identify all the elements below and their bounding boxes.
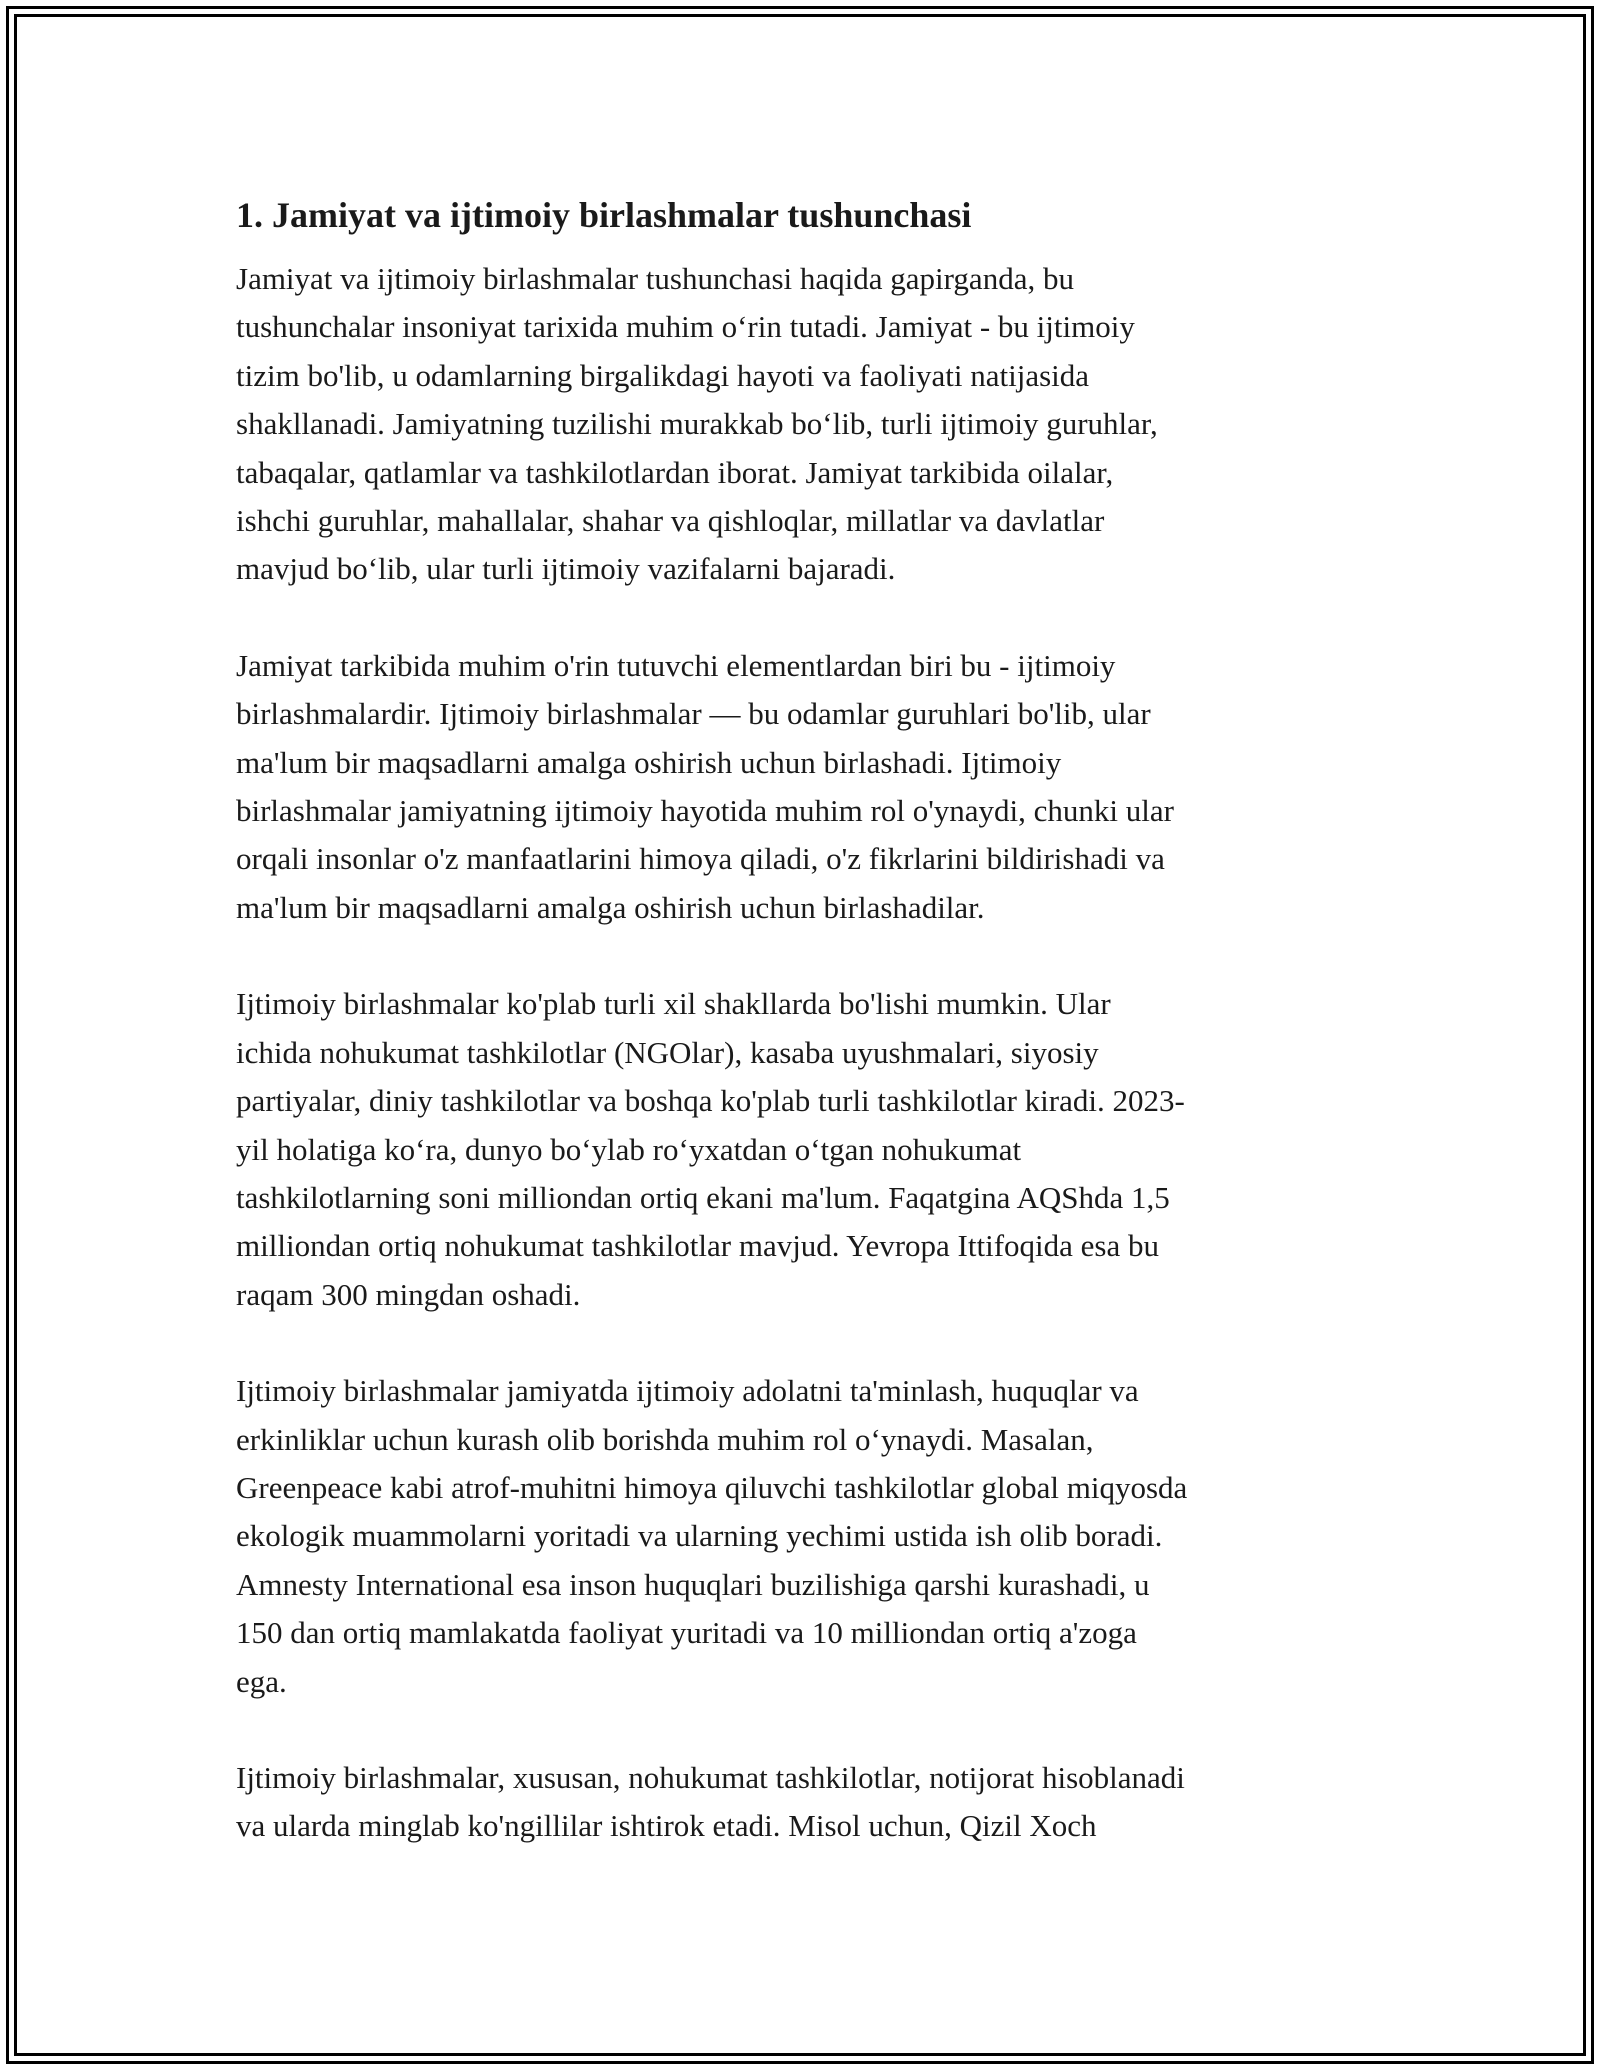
text-line: partiyalar, diniy tashkilotlar va boshqa ko'plab turli tashkilotlar kiradi. 2023- [236, 1083, 1185, 1119]
paragraph-3 [236, 980, 1386, 1319]
text-line: ma'lum bir maqsadlarni amalga oshirish uchun birlashadilar. [236, 889, 985, 925]
text-line: tushunchalar insoniyat tarixida muhim o‘rin tutadi. Jamiyat - bu ijtimoiy [236, 309, 1135, 345]
text-line: Ijtimoiy birlashmalar ko'plab turli xil shakllarda bo'lishi mumkin. Ular [236, 986, 1111, 1022]
section-heading: 1. Jamiyat va ijtimoiy birlashmalar tushunchasi [236, 195, 972, 235]
text-line: erkinliklar uchun kurash olib borishda muhim rol o‘ynaydi. Masalan, [236, 1421, 1094, 1457]
text-line: Ijtimoiy birlashmalar jamiyatda ijtimoiy adolatni ta'minlash, huquqlar va [236, 1373, 1139, 1409]
paragraph-4 [236, 1367, 1386, 1706]
text-line: ega. [236, 1663, 287, 1699]
text-line: Ijtimoiy birlashmalar, xususan, nohukumat tashkilotlar, notijorat hisoblanadi [236, 1759, 1185, 1795]
text-line: tashkilotlarning soni milliondan ortiq ekani ma'lum. Faqatgina AQShda 1,5 [236, 1179, 1170, 1215]
text-line: Jamiyat va ijtimoiy birlashmalar tushunchasi haqida gapirganda, bu [236, 261, 1074, 296]
text-line: birlashmalar jamiyatning ijtimoiy hayotida muhim rol o'ynaydi, chunki ular [236, 793, 1174, 829]
text-line: tizim bo'lib, u odamlarning birgalikdagi hayoti va faoliyati natijasida [236, 357, 1090, 393]
text-line: yil holatiga ko‘ra, dunyo bo‘ylab ro‘yxatdan o‘tgan nohukumat [236, 1131, 1022, 1167]
paragraph-5 [236, 1754, 1386, 1851]
text-line: mavjud bo‘lib, ular turli ijtimoiy vazifalarni bajaradi. [236, 551, 896, 587]
paragraph-1 [236, 255, 1386, 594]
text-line: 150 dan ortiq mamlakatda faoliyat yuritadi va 10 milliondan ortiq a'zoga [236, 1615, 1137, 1651]
text-line: Jamiyat tarkibida muhim o'rin tutuvchi elementlardan biri bu - ijtimoiy [236, 647, 1116, 683]
text-line: va ularda minglab ko'ngillilar ishtirok etadi. Misol uchun, Qizil Xoch [236, 1808, 1097, 1844]
text-line: Greenpeace kabi atrof-muhitni himoya qiluvchi tashkilotlar global miqyosda [236, 1469, 1188, 1505]
text-line: birlashmalardir. Ijtimoiy birlashmalar — bu odamlar guruhlari bo'lib, ular [236, 696, 1151, 732]
text-line: orqali insonlar o'z manfaatlarini himoya qiladi, o'z fikrlarini bildirishadi va [236, 841, 1165, 877]
text-line: ishchi guruhlar, mahallalar, shahar va qishloqlar, millatlar va davlatlar [236, 503, 1105, 539]
text-line: Amnesty International esa inson huquqlari buzilishiga qarshi kurashadi, u [236, 1566, 1150, 1602]
text-line: ichida nohukumat tashkilotlar (NGOlar), kasaba uyushmalari, siyosiy [236, 1034, 1099, 1070]
text-line: raqam 300 mingdan oshadi. [236, 1276, 581, 1312]
document-page [236, 187, 1386, 1899]
text-line: milliondan ortiq nohukumat tashkilotlar mavjud. Yevropa Ittifoqida esa bu [236, 1228, 1159, 1264]
text-line: shakllanadi. Jamiyatning tuzilishi murakkab bo‘lib, turli ijtimoiy guruhlar, [236, 406, 1158, 442]
text-line: ma'lum bir maqsadlarni amalga oshirish uchun birlashadi. Ijtimoiy [236, 744, 1062, 780]
text-line: tabaqalar, qatlamlar va tashkilotlardan iborat. Jamiyat tarkibida oilalar, [236, 454, 1114, 490]
text-line: ekologik muammolarni yoritadi va ularning yechimi ustida ish olib boradi. [236, 1518, 1163, 1554]
paragraph-2 [236, 642, 1386, 932]
